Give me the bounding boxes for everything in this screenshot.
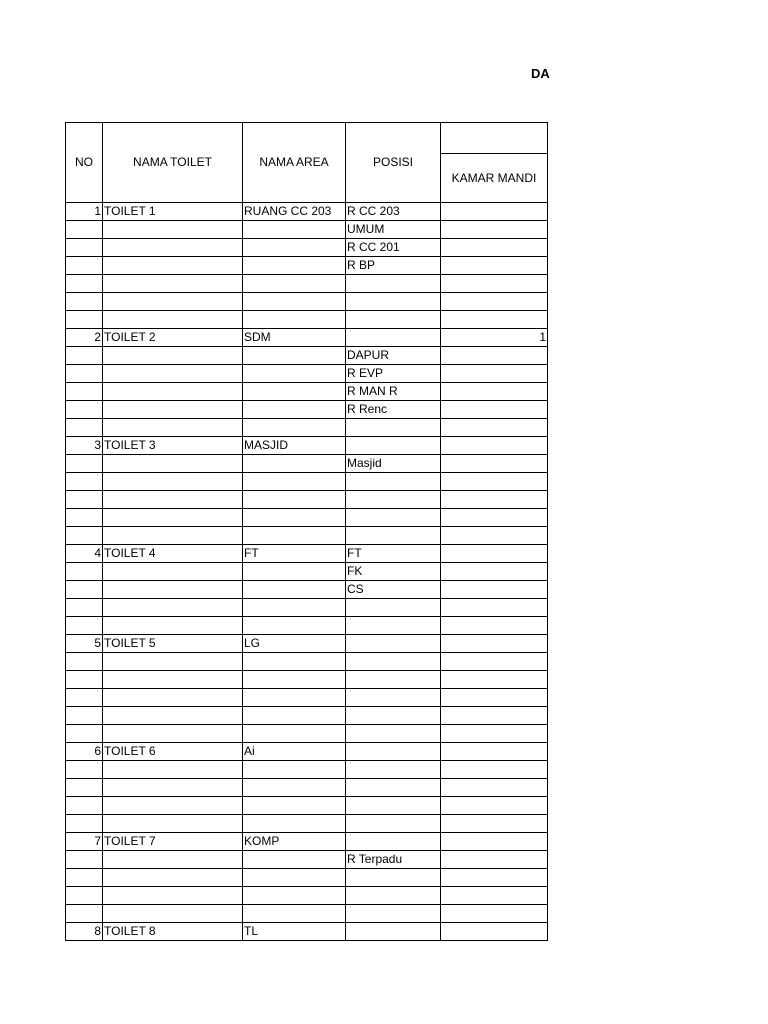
cell-nama-toilet[interactable] bbox=[103, 815, 243, 833]
cell-no[interactable] bbox=[66, 599, 103, 617]
cell-kamar-mandi[interactable] bbox=[441, 599, 548, 617]
table-row bbox=[66, 545, 548, 563]
cell-nama-area[interactable] bbox=[243, 383, 346, 401]
cell-nama-toilet[interactable] bbox=[103, 905, 243, 923]
cell-no[interactable]: 6 bbox=[66, 743, 103, 761]
cell-posisi[interactable] bbox=[346, 671, 441, 689]
cell-no[interactable] bbox=[66, 347, 103, 365]
table-row bbox=[66, 653, 548, 671]
cell-kamar-mandi[interactable] bbox=[441, 923, 548, 941]
cell-posisi[interactable] bbox=[346, 617, 441, 635]
header-no: NO bbox=[66, 123, 103, 203]
spreadsheet bbox=[65, 122, 547, 951]
header-posisi: POSISI bbox=[346, 123, 441, 203]
header-group bbox=[441, 123, 548, 154]
cell-nama-area[interactable] bbox=[243, 869, 346, 887]
cell-posisi[interactable] bbox=[346, 815, 441, 833]
cell-posisi[interactable] bbox=[346, 887, 441, 905]
cell-no[interactable] bbox=[66, 473, 103, 491]
cell-kamar-mandi[interactable] bbox=[441, 473, 548, 491]
cell-posisi[interactable]: FT bbox=[346, 545, 441, 563]
cell-nama-toilet[interactable]: TOILET 5 bbox=[103, 635, 243, 653]
cell-nama-area[interactable] bbox=[243, 851, 346, 869]
cell-kamar-mandi[interactable] bbox=[441, 653, 548, 671]
table-row bbox=[66, 347, 548, 365]
cell-kamar-mandi[interactable] bbox=[441, 419, 548, 437]
header-nama-area: NAMA AREA bbox=[243, 123, 346, 203]
cell-posisi[interactable] bbox=[346, 833, 441, 851]
cell-nama-toilet[interactable] bbox=[103, 527, 243, 545]
cell-posisi[interactable]: R MAN R bbox=[346, 383, 441, 401]
cell-nama-toilet[interactable] bbox=[103, 473, 243, 491]
cell-nama-area[interactable] bbox=[243, 581, 346, 599]
cell-no[interactable] bbox=[66, 617, 103, 635]
cell-kamar-mandi[interactable] bbox=[441, 203, 548, 221]
cell-kamar-mandi[interactable] bbox=[441, 689, 548, 707]
cell-kamar-mandi[interactable] bbox=[441, 833, 548, 851]
cell-posisi[interactable] bbox=[346, 599, 441, 617]
cell-no[interactable] bbox=[66, 491, 103, 509]
cell-posisi[interactable] bbox=[346, 491, 441, 509]
cell-posisi[interactable]: R BP bbox=[346, 257, 441, 275]
cell-posisi[interactable] bbox=[346, 473, 441, 491]
cell-nama-area[interactable] bbox=[243, 455, 346, 473]
cell-nama-toilet[interactable] bbox=[103, 671, 243, 689]
cell-kamar-mandi[interactable] bbox=[441, 257, 548, 275]
cell-nama-area[interactable] bbox=[243, 311, 346, 329]
cell-nama-area[interactable] bbox=[243, 347, 346, 365]
cell-kamar-mandi[interactable] bbox=[441, 491, 548, 509]
cell-kamar-mandi[interactable] bbox=[441, 797, 548, 815]
cell-nama-toilet[interactable] bbox=[103, 365, 243, 383]
table-row bbox=[66, 815, 548, 833]
cell-kamar-mandi[interactable]: 1 bbox=[441, 329, 548, 347]
table-row bbox=[66, 419, 548, 437]
cell-kamar-mandi[interactable] bbox=[441, 437, 548, 455]
cell-kamar-mandi[interactable] bbox=[441, 275, 548, 293]
cell-nama-toilet[interactable]: TOILET 6 bbox=[103, 743, 243, 761]
cell-no[interactable]: 4 bbox=[66, 545, 103, 563]
cell-no[interactable] bbox=[66, 779, 103, 797]
cell-nama-area[interactable]: SDM bbox=[243, 329, 346, 347]
cell-kamar-mandi[interactable] bbox=[441, 239, 548, 257]
cell-posisi[interactable] bbox=[346, 779, 441, 797]
cell-nama-area[interactable] bbox=[243, 653, 346, 671]
table-row bbox=[66, 779, 548, 797]
cell-kamar-mandi[interactable] bbox=[441, 383, 548, 401]
cell-no[interactable] bbox=[66, 257, 103, 275]
cell-no[interactable] bbox=[66, 563, 103, 581]
table-row bbox=[66, 833, 548, 851]
table-row bbox=[66, 275, 548, 293]
cell-nama-area[interactable] bbox=[243, 473, 346, 491]
cell-no[interactable] bbox=[66, 707, 103, 725]
cell-kamar-mandi[interactable] bbox=[441, 311, 548, 329]
table-row bbox=[66, 509, 548, 527]
cell-no[interactable] bbox=[66, 275, 103, 293]
table-row bbox=[66, 203, 548, 221]
cell-posisi[interactable] bbox=[346, 509, 441, 527]
cell-posisi[interactable] bbox=[346, 761, 441, 779]
cell-nama-toilet[interactable] bbox=[103, 887, 243, 905]
cell-nama-area[interactable] bbox=[243, 689, 346, 707]
table-row bbox=[66, 383, 548, 401]
cell-no[interactable] bbox=[66, 815, 103, 833]
cell-nama-toilet[interactable]: TOILET 8 bbox=[103, 923, 243, 941]
table-row bbox=[66, 851, 548, 869]
document-title: DA bbox=[531, 66, 550, 81]
cell-kamar-mandi[interactable] bbox=[441, 509, 548, 527]
cell-nama-area[interactable]: RUANG CC 203 bbox=[243, 203, 346, 221]
cell-no[interactable]: 5 bbox=[66, 635, 103, 653]
cell-no[interactable] bbox=[66, 671, 103, 689]
cell-nama-area[interactable] bbox=[243, 563, 346, 581]
cell-posisi[interactable] bbox=[346, 905, 441, 923]
table-row bbox=[66, 887, 548, 905]
table-row bbox=[66, 329, 548, 347]
cell-nama-area[interactable] bbox=[243, 257, 346, 275]
cell-nama-toilet[interactable]: TOILET 4 bbox=[103, 545, 243, 563]
cell-nama-area[interactable] bbox=[243, 419, 346, 437]
cell-nama-area[interactable] bbox=[243, 779, 346, 797]
cell-no[interactable]: 1 bbox=[66, 203, 103, 221]
cell-posisi[interactable]: R EVP bbox=[346, 365, 441, 383]
table-row bbox=[66, 581, 548, 599]
cell-no[interactable] bbox=[66, 761, 103, 779]
cell-nama-area[interactable] bbox=[243, 221, 346, 239]
cell-nama-area[interactable] bbox=[243, 761, 346, 779]
cell-no[interactable] bbox=[66, 887, 103, 905]
cell-posisi[interactable]: FK bbox=[346, 563, 441, 581]
cell-posisi[interactable] bbox=[346, 275, 441, 293]
cell-nama-area[interactable] bbox=[243, 887, 346, 905]
cell-posisi[interactable] bbox=[346, 635, 441, 653]
cell-posisi[interactable]: R Renc bbox=[346, 401, 441, 419]
table-row bbox=[66, 635, 548, 653]
table-row bbox=[66, 311, 548, 329]
table-row bbox=[66, 797, 548, 815]
cell-no[interactable] bbox=[66, 239, 103, 257]
table-row bbox=[66, 725, 548, 743]
cell-nama-area[interactable] bbox=[243, 725, 346, 743]
cell-posisi[interactable] bbox=[346, 707, 441, 725]
cell-nama-toilet[interactable] bbox=[103, 581, 243, 599]
cell-nama-area[interactable] bbox=[243, 599, 346, 617]
table-row bbox=[66, 473, 548, 491]
table-row bbox=[66, 401, 548, 419]
cell-nama-toilet[interactable] bbox=[103, 563, 243, 581]
cell-no[interactable]: 7 bbox=[66, 833, 103, 851]
cell-kamar-mandi[interactable] bbox=[441, 347, 548, 365]
cell-nama-area[interactable]: Ai bbox=[243, 743, 346, 761]
cell-kamar-mandi[interactable] bbox=[441, 869, 548, 887]
cell-nama-toilet[interactable] bbox=[103, 491, 243, 509]
cell-no[interactable]: 2 bbox=[66, 329, 103, 347]
cell-kamar-mandi[interactable] bbox=[441, 743, 548, 761]
toilet-table bbox=[65, 122, 548, 941]
cell-nama-area[interactable] bbox=[243, 401, 346, 419]
cell-kamar-mandi[interactable] bbox=[441, 707, 548, 725]
cell-kamar-mandi[interactable] bbox=[441, 545, 548, 563]
cell-posisi[interactable]: R Terpadu bbox=[346, 851, 441, 869]
table-row bbox=[66, 365, 548, 383]
cell-nama-area[interactable] bbox=[243, 617, 346, 635]
cell-no[interactable] bbox=[66, 401, 103, 419]
cell-nama-toilet[interactable]: TOILET 7 bbox=[103, 833, 243, 851]
cell-nama-area[interactable]: FT bbox=[243, 545, 346, 563]
cell-nama-toilet[interactable] bbox=[103, 761, 243, 779]
cell-nama-toilet[interactable]: TOILET 3 bbox=[103, 437, 243, 455]
cell-nama-toilet[interactable]: TOILET 1 bbox=[103, 203, 243, 221]
cell-nama-toilet[interactable] bbox=[103, 797, 243, 815]
table-row bbox=[66, 221, 548, 239]
cell-no[interactable] bbox=[66, 221, 103, 239]
cell-nama-area[interactable] bbox=[243, 707, 346, 725]
cell-no[interactable] bbox=[66, 365, 103, 383]
cell-nama-area[interactable] bbox=[243, 509, 346, 527]
cell-nama-area[interactable] bbox=[243, 527, 346, 545]
cell-no[interactable] bbox=[66, 725, 103, 743]
cell-nama-area[interactable]: MASJID bbox=[243, 437, 346, 455]
cell-kamar-mandi[interactable] bbox=[441, 905, 548, 923]
cell-posisi[interactable] bbox=[346, 725, 441, 743]
cell-nama-toilet[interactable] bbox=[103, 275, 243, 293]
cell-kamar-mandi[interactable] bbox=[441, 455, 548, 473]
cell-no[interactable] bbox=[66, 383, 103, 401]
cell-posisi[interactable] bbox=[346, 311, 441, 329]
table-row bbox=[66, 527, 548, 545]
cell-nama-area[interactable]: LG bbox=[243, 635, 346, 653]
cell-nama-toilet[interactable] bbox=[103, 869, 243, 887]
cell-nama-area[interactable] bbox=[243, 797, 346, 815]
cell-no[interactable] bbox=[66, 509, 103, 527]
cell-kamar-mandi[interactable] bbox=[441, 617, 548, 635]
cell-kamar-mandi[interactable] bbox=[441, 851, 548, 869]
cell-nama-toilet[interactable] bbox=[103, 347, 243, 365]
cell-kamar-mandi[interactable] bbox=[441, 761, 548, 779]
cell-posisi[interactable]: CS bbox=[346, 581, 441, 599]
cell-kamar-mandi[interactable] bbox=[441, 221, 548, 239]
cell-no[interactable] bbox=[66, 419, 103, 437]
cell-nama-toilet[interactable] bbox=[103, 383, 243, 401]
cell-kamar-mandi[interactable] bbox=[441, 401, 548, 419]
cell-nama-toilet[interactable] bbox=[103, 293, 243, 311]
table-row bbox=[66, 491, 548, 509]
cell-nama-toilet[interactable] bbox=[103, 239, 243, 257]
cell-kamar-mandi[interactable] bbox=[441, 581, 548, 599]
cell-nama-toilet[interactable] bbox=[103, 707, 243, 725]
cell-nama-area[interactable]: TL bbox=[243, 923, 346, 941]
cell-posisi[interactable] bbox=[346, 797, 441, 815]
cell-nama-area[interactable] bbox=[243, 293, 346, 311]
table-row bbox=[66, 257, 548, 275]
cell-nama-toilet[interactable] bbox=[103, 311, 243, 329]
cell-nama-area[interactable] bbox=[243, 365, 346, 383]
table-row bbox=[66, 743, 548, 761]
cell-kamar-mandi[interactable] bbox=[441, 725, 548, 743]
cell-kamar-mandi[interactable] bbox=[441, 887, 548, 905]
cell-nama-toilet[interactable]: TOILET 2 bbox=[103, 329, 243, 347]
cell-posisi[interactable]: UMUM bbox=[346, 221, 441, 239]
cell-posisi[interactable] bbox=[346, 437, 441, 455]
cell-nama-toilet[interactable] bbox=[103, 599, 243, 617]
cell-nama-area[interactable] bbox=[243, 275, 346, 293]
table-row bbox=[66, 455, 548, 473]
cell-posisi[interactable] bbox=[346, 329, 441, 347]
cell-kamar-mandi[interactable] bbox=[441, 365, 548, 383]
table-row bbox=[66, 293, 548, 311]
table-row bbox=[66, 923, 548, 941]
cell-nama-area[interactable] bbox=[243, 815, 346, 833]
table-row bbox=[66, 563, 548, 581]
cell-no[interactable] bbox=[66, 851, 103, 869]
cell-no[interactable] bbox=[66, 653, 103, 671]
header-kamar-mandi: KAMAR MANDI bbox=[441, 154, 548, 203]
cell-nama-toilet[interactable] bbox=[103, 725, 243, 743]
cell-nama-toilet[interactable] bbox=[103, 257, 243, 275]
cell-nama-toilet[interactable] bbox=[103, 851, 243, 869]
table-row bbox=[66, 437, 548, 455]
table-row bbox=[66, 689, 548, 707]
cell-no[interactable] bbox=[66, 905, 103, 923]
cell-no[interactable] bbox=[66, 797, 103, 815]
cell-posisi[interactable] bbox=[346, 869, 441, 887]
cell-kamar-mandi[interactable] bbox=[441, 815, 548, 833]
table-row bbox=[66, 761, 548, 779]
cell-kamar-mandi[interactable] bbox=[441, 671, 548, 689]
cell-posisi[interactable]: DAPUR bbox=[346, 347, 441, 365]
table-row bbox=[66, 869, 548, 887]
cell-kamar-mandi[interactable] bbox=[441, 527, 548, 545]
cell-posisi[interactable]: Masjid bbox=[346, 455, 441, 473]
cell-posisi[interactable] bbox=[346, 923, 441, 941]
cell-posisi[interactable] bbox=[346, 293, 441, 311]
table-row bbox=[66, 671, 548, 689]
table-row bbox=[66, 599, 548, 617]
cell-no[interactable] bbox=[66, 527, 103, 545]
cell-kamar-mandi[interactable] bbox=[441, 293, 548, 311]
cell-kamar-mandi[interactable] bbox=[441, 563, 548, 581]
cell-posisi[interactable]: R CC 203 bbox=[346, 203, 441, 221]
cell-no[interactable]: 3 bbox=[66, 437, 103, 455]
cell-nama-toilet[interactable] bbox=[103, 221, 243, 239]
cell-posisi[interactable] bbox=[346, 419, 441, 437]
cell-nama-toilet[interactable] bbox=[103, 617, 243, 635]
table-row bbox=[66, 617, 548, 635]
cell-nama-toilet[interactable] bbox=[103, 689, 243, 707]
cell-no[interactable] bbox=[66, 689, 103, 707]
cell-posisi[interactable] bbox=[346, 527, 441, 545]
cell-no[interactable] bbox=[66, 581, 103, 599]
cell-nama-toilet[interactable] bbox=[103, 653, 243, 671]
cell-posisi[interactable] bbox=[346, 689, 441, 707]
cell-nama-area[interactable]: KOMP bbox=[243, 833, 346, 851]
cell-nama-toilet[interactable] bbox=[103, 779, 243, 797]
cell-nama-area[interactable] bbox=[243, 905, 346, 923]
cell-nama-area[interactable] bbox=[243, 239, 346, 257]
table-row bbox=[66, 707, 548, 725]
table-row bbox=[66, 905, 548, 923]
cell-posisi[interactable] bbox=[346, 743, 441, 761]
header-nama-toilet: NAMA TOILET bbox=[103, 123, 243, 203]
cell-kamar-mandi[interactable] bbox=[441, 635, 548, 653]
cell-nama-area[interactable] bbox=[243, 671, 346, 689]
cell-nama-toilet[interactable] bbox=[103, 419, 243, 437]
cell-kamar-mandi[interactable] bbox=[441, 779, 548, 797]
cell-nama-area[interactable] bbox=[243, 491, 346, 509]
cell-no[interactable] bbox=[66, 293, 103, 311]
cell-no[interactable] bbox=[66, 455, 103, 473]
table-row bbox=[66, 239, 548, 257]
cell-no[interactable] bbox=[66, 311, 103, 329]
cell-nama-toilet[interactable] bbox=[103, 509, 243, 527]
cell-posisi[interactable]: R CC 201 bbox=[346, 239, 441, 257]
cell-nama-toilet[interactable] bbox=[103, 401, 243, 419]
cell-no[interactable]: 8 bbox=[66, 923, 103, 941]
cell-nama-toilet[interactable] bbox=[103, 455, 243, 473]
cell-no[interactable] bbox=[66, 869, 103, 887]
table-body bbox=[66, 203, 548, 941]
cell-posisi[interactable] bbox=[346, 653, 441, 671]
